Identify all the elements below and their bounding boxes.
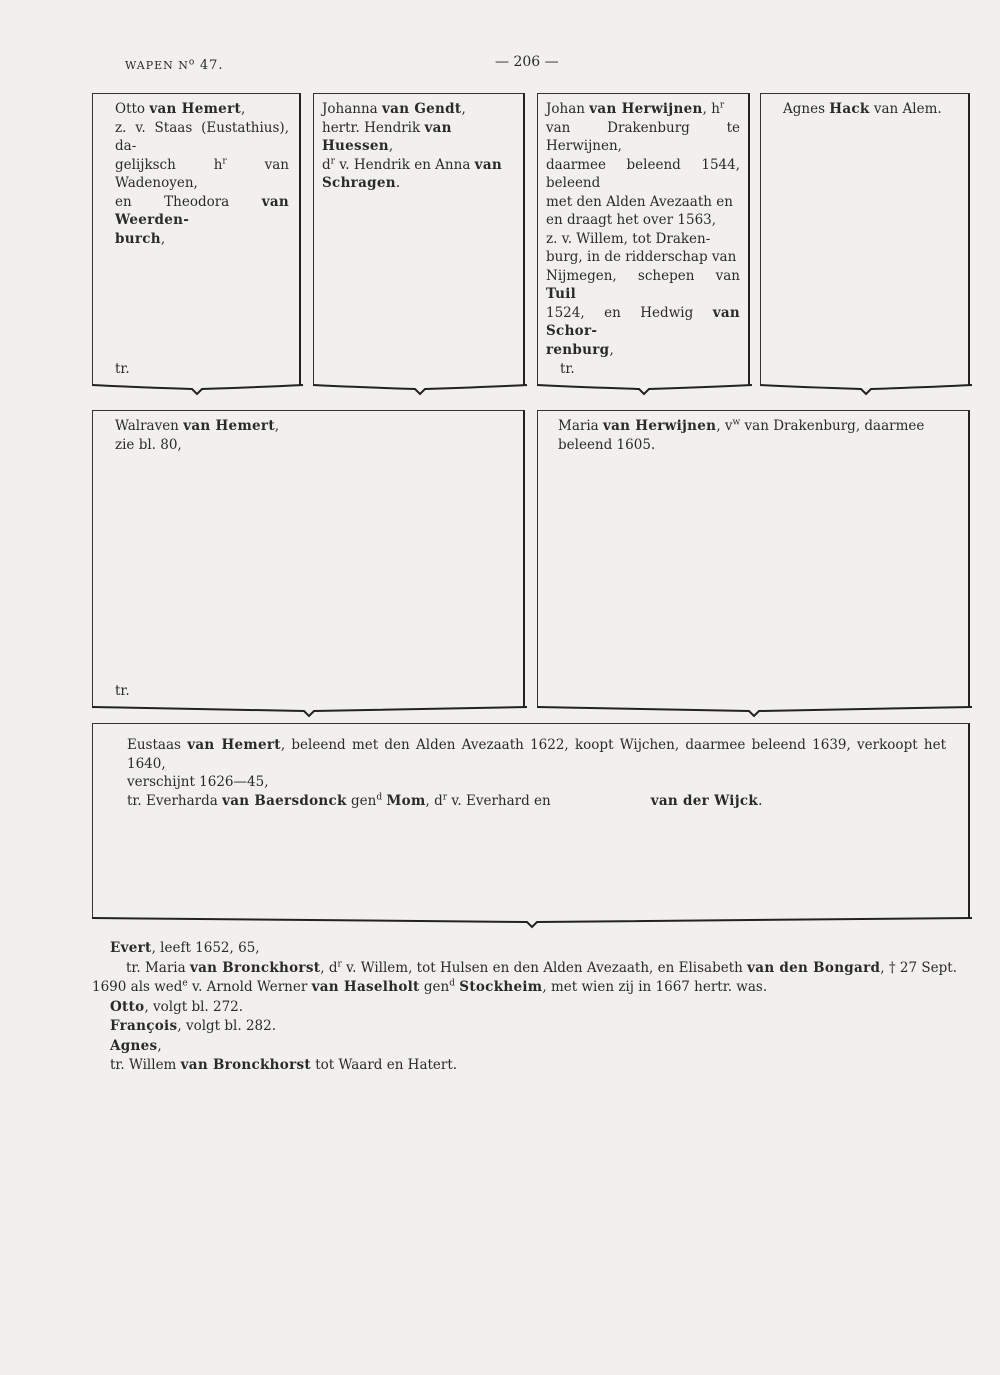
evert-marriage-cont: 1690 als wed$^e$ v. Arnold Werner van Haselholt gen$^d$ Stockheim, met wien zij in 1667 hertr. was. xyxy=(92,978,768,995)
box-johan-van-herwijnen: Johan van Herwijnen, $h^r$ van Drakenburg te Herwijnen, daarmee beleend 1544, beleend met den Alden Avezaath en en draagt het over 1563, z. v. Willem, tot Draken- burg, in de ridderschap van Nijmegen, schepen van Tuil 1524, en Hedwig van Schor- renburg, tr. xyxy=(537,93,750,386)
brace-bottom xyxy=(537,384,752,398)
child-agnes: Agnes, xyxy=(110,1037,162,1054)
brace-bottom xyxy=(537,706,972,720)
box-walraven-van-hemert: Walraven van Hemert, zie bl. 80, tr. xyxy=(92,410,525,708)
brace-bottom xyxy=(313,384,527,398)
child-otto: Otto, volgt bl. 272. xyxy=(110,998,244,1015)
name-bold: van Hemert xyxy=(149,101,242,117)
child-evert: Evert, leeft 1652, 65, xyxy=(110,940,260,956)
child-francois: François, volgt bl. 282. xyxy=(110,1018,277,1034)
wapen-label: WAPEN $N^o$ 47. xyxy=(125,57,224,73)
children-list xyxy=(92,939,965,1076)
box-agnes-hack: Agnes Hack van Alem. xyxy=(760,93,970,386)
brace-bottom xyxy=(92,706,527,720)
brace-bottom xyxy=(92,917,972,931)
evert-marriage: tr. Maria van Bronckhorst, $d^r$ v. Willem, tot Hulsen en den Alden Avezaath, en Elisabeth van den Bongard, † 27 Sept. xyxy=(126,959,957,976)
brace-bottom xyxy=(92,384,303,398)
married-label: tr. xyxy=(115,682,130,699)
box-johanna-van-gendt: Johanna van Gendt, hertr. Hendrik van Huessen, $d^r$ v. Hendrik en Anna van Schragen. xyxy=(313,93,525,386)
married-label: tr. xyxy=(560,360,575,377)
agnes-marriage: tr. Willem van Bronckhorst tot Waard en Hatert. xyxy=(110,1057,458,1073)
brace-bottom xyxy=(760,384,972,398)
page-number: — 206 — xyxy=(495,54,559,70)
box-eustaas-van-hemert: Eustaas van Hemert, beleend met den Alden Avezaath 1622, koopt Wijchen, daarmee beleend 1639, verkoopt het 1640, verschijnt 1626—45, tr. Everharda van Baersdonck gen$^d$ Mom, $d^r$ v. Everhard en van der Wijck. xyxy=(92,723,970,919)
box-otto-van-hemert: Otto van Hemert, z. v. Staas (Eustathius), da- gelijksch $h^r$ van Wadenoyen, en Theodora van Weerden- burch, tr. xyxy=(92,93,301,386)
box-maria-van-herwijnen: Maria van Herwijnen, $v^w$ van Drakenburg, daarmee beleend 1605. xyxy=(537,410,970,708)
married-label: tr. xyxy=(115,360,130,377)
